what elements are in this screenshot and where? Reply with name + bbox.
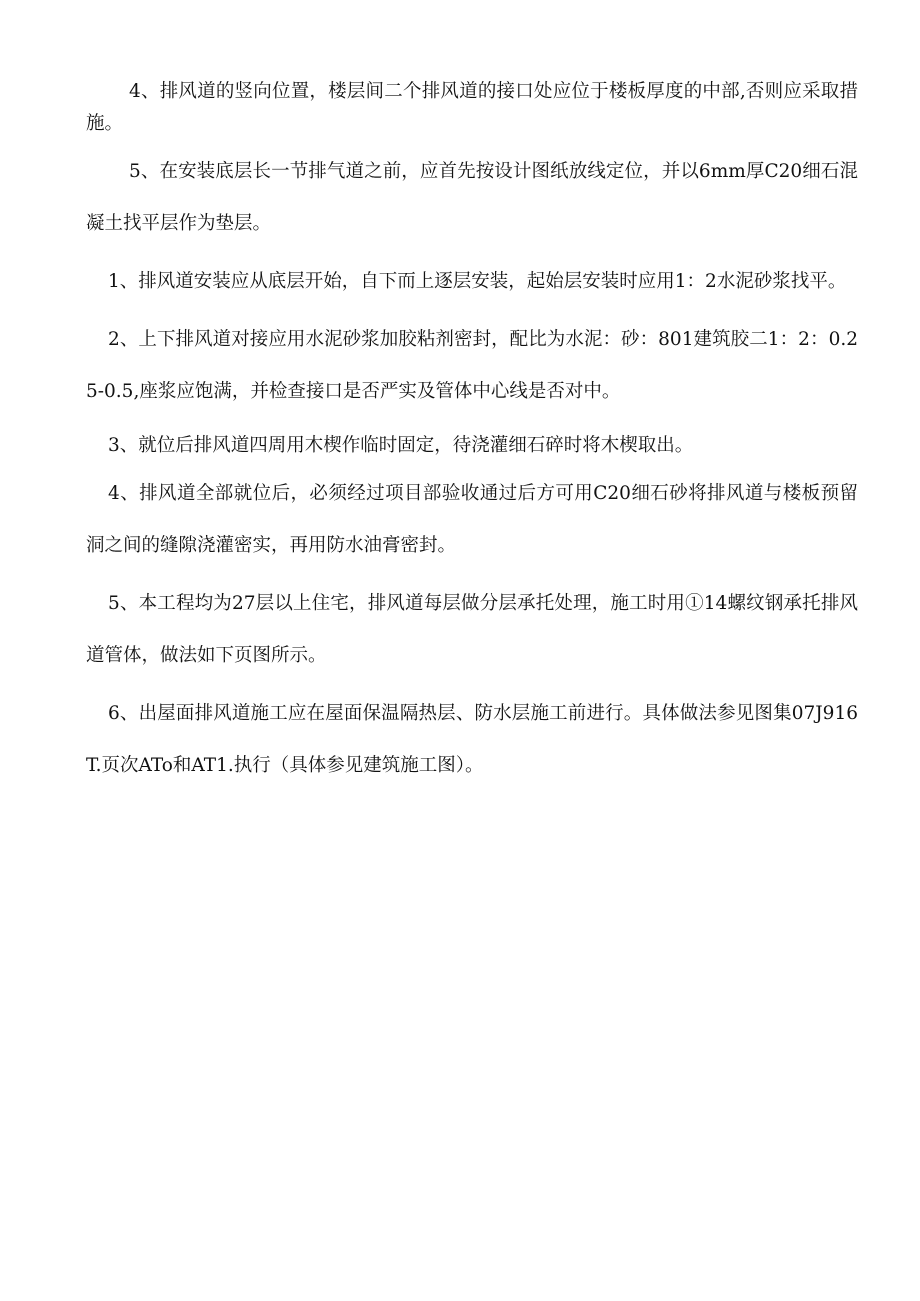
document-body <box>86 76 858 792</box>
paragraph-step-6-roof-outlet: 6、出屋面排风道施工应在屋面保温隔热层、防水层施工前进行。具体做法参见图集07J916T.页次ATo和AT1.执行（具体参见建筑施工图）。 <box>86 703 858 776</box>
paragraph-step-4-grouting: 4、排风道全部就位后，必须经过项目部验收通过后方可用C20细石砂将排风道与楼板预留洞之间的缝隙浇灌密实，再用防水油膏密封。 <box>86 483 858 556</box>
paragraph-item-5-base-layer: 5、在安装底层长一节排气道之前，应首先按设计图纸放线定位，并以6mm厚C20细石混凝土找平层作为垫层。 <box>86 161 858 234</box>
paragraph-step-5-floor-support: 5、本工程均为27层以上住宅，排风道每层做分层承托处理，施工时用①14螺纹钢承托排风道管体，做法如下页图所示。 <box>86 593 858 666</box>
paragraph-item-4-vertical-position: 4、排风道的竖向位置，楼层间二个排风道的接口处应位于楼板厚度的中部,否则应采取措施。 <box>86 81 858 134</box>
paragraph-step-3-temporary-fixing: 3、就位后排风道四周用木楔作临时固定，待浇灌细石碎时将木楔取出。 <box>108 435 694 456</box>
paragraph-step-2-joint-sealing: 2、上下排风道对接应用水泥砂浆加胶粘剂密封，配比为水泥：砂：801建筑胶二1：2：0.25-0.5,座浆应饱满，并检查接口是否严实及管体中心线是否对中。 <box>86 329 858 402</box>
paragraph-step-1-install-order: 1、排风道安装应从底层开始，自下而上逐层安装，起始层安装时应用1：2水泥砂浆找平。 <box>108 271 847 292</box>
